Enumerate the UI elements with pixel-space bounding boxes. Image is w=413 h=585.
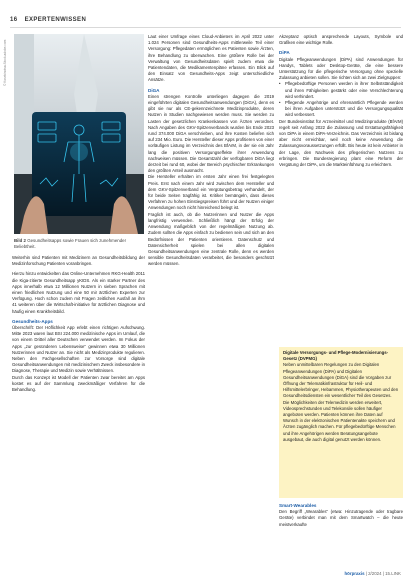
col3b-paragraph-1: Den Begriff „Wearables“ (etwa: Hinzutragende oder tragbare Geräte) verbindet man mit dem Smartwatch – die heute meistverkaufte	[279, 509, 403, 527]
footer-brand: hörpraxis	[344, 571, 365, 576]
col2-paragraph-4: Fraglich ist auch, ob die Nutzerinnen und Nutzer die Apps langfristig verwenden. Schließlich hängt der Erfolg der Anwendung maßgeblich von der regelmäßigen Nutzung ab. Zudem sollten die Apps einfach zu bedienen sein und sich an den Bedürfnissen der Patienten orientieren. Datenschutz und Datensicherheit spielen bei allen digitalen Gesundheitsanwendungen eine zentrale Rolle, denn es werden sensible Gesundheitsdaten verarbeitet, die besonders geschützt werden müssen.	[148, 211, 274, 267]
photo-credit: © Kosekinotsa-Stock.adobe.com	[3, 39, 7, 86]
health-app-photo	[14, 34, 144, 234]
col1-paragraph-1: Weiterhin sind Patienten mit Medizinern an Gesundheitsbildung der Medizinforschung Patienten voranbringen.	[12, 255, 145, 267]
column-2	[148, 34, 274, 268]
infobox-body: Neben unmittelbaren Regelungen zu den Digitalen Pflegeanwendungen (DiPA) und Digitalen Gesundheitsanwendungen (DiGA) sind die Vorgaben zur Öffnung der Telematikinfrastruktur für Heil- und Hilfsmittelerbringer, Hebammen, Physiotherapeuten und den Gesundheitsdiensten ein wesentlicher Teil des Gesetzes. Die Möglichkeiten der Telemedizin werden erweitert, Videosprechstunden und Telekonsile sollen häufiger angeboten werden. Patienten können ihre Daten auf Wunsch in der elektronischen Patientenakte speichern und Ärzten zugänglich machen. Für pflegebedürftige Menschen und ihre Angehörigen werden Beratungsangebote ausgebaut, die auch digital genutzt werden können.	[283, 362, 399, 442]
list-item: • Pflegebedürftige Personen werden in ihrer Selbstständigkeit und ihren Fähigkeiten gestärkt oder eine Verschlechterung wird verhindert.	[279, 81, 403, 100]
col3-paragraph-2: Digitale Pflegeanwendungen (DiPA) sind Anwendungen für Handys, Tablets oder Desktop-Geräte, die eine bessere Unterstützung für die pflegerische Versorgung ohne spezielle Zulassung anbieten sollen. Sie richten sich an zwei Zielgruppen:	[279, 56, 403, 81]
column-3-bottom	[279, 503, 403, 528]
list-item: • Pflegende Angehörige und ehrenamtlich Pflegende werden bei ihren Aufgaben unterstützt und die Versorgungsqualität wird verbessert.	[279, 100, 403, 119]
col2-paragraph-2: Einen strengen Kontrolle unterliegen dagegen die 2019 eingeführten digitalen Gesundheitsanwendungen (DiGA), denn es gibt sie nur als CE-gekennzeichnete Medizinprodukte, deren Nutzen in Studien nachgewiesen werden muss. Sie werden zu Lasten der gesetzlichen Krankenkassen von Ärzten verordnet. Nach Angaben des GKV-Spitzenverbands wurden bis Ende 2023 rund 374.000 DiGA verschrieben, und ihre Kosten beliefen sich auf 234 Mio. Euro. Die Hersteller dieser Apps profitieren von einer vorläufigen Listung im Verzeichnis des BfArM, in der sie ein Jahr lang die positiven Versorgungseffekte ihrer Anwendung nachweisen müssen. Die Gesamtzahl der verfügbaren DiGA liegt derzeit bei rund 60, wobei der Bereich psychischer Erkrankungen den größten Anteil ausmacht.	[148, 93, 274, 174]
caption-label: Bild 2	[14, 238, 26, 243]
col1-subheading-apps: Gesundheits-Apps	[12, 318, 53, 324]
col2-paragraph-1: Laut einer Umfrage eines Cloud-Anbieters im April 2022 unter 1.024 Personen sind Gesundheits-Apps mittlerweile Teil einer Versorgung: Pflegedaten ermöglichen es Patienten sowie Ärzten, ihre Behandlung zu überwachen. Eine größere Rolle bei der Verwaltung von Gesundheitsdaten spielt zudem etwa die Patientendaten, die Medikamentenpläne erfassen. Ein Blick auf den Einsatz von Gesundheits-Apps zeigt unterschiedliche Ansätze.	[148, 34, 274, 83]
col1-paragraph-4: Durch das Konzept ist Modell der Patienten zwar bereitet am Apps kostet es auf der Sammlung zweckmäßiger Verfahren für die Behandlung.	[12, 374, 145, 393]
col1-paragraph-3: Überschrift: Der Höflichkeit App erlebt einen richtigen Aufschwung. Mitte 2023 waren laut BSI 224.000 medizinische Apps im Umlauf, die von einem Drittel aller Deutschen verwendet werden. Im Fokus der Apps „zur gesünderen Lebensweise“ gewinnen etwa 30 Millionen Nutzerinnen und Nutzer an. Sie nicht als Medizinprodukte regulieren. Neben den Fachgesellschaften zur Vorsorge sind digitale Gesundheitsanwendungen mit medizinischem Zweck insbesondere in Diagnose, Therapie und Medizin sowie Verhältnissen.	[12, 325, 145, 374]
column-3	[279, 34, 403, 168]
photo-illustration	[14, 34, 144, 234]
column-1	[12, 255, 145, 393]
col1-paragraph-2: Hierzu hinzu entwickelten das Online-Unternehmen RKG-Health 2011 die Kiga-zitierte Gesundheitsapp yKIDS. Als ein starker Partner des Apps innerhalb etwa 12 Millionen Nutzern in sieben Sprachen mit einen friedlichen Nutzung und eine 50 mir ärztlichen Experten zur Verfügung. Hoch schon zudem mit Fragen zeitlichen Ausfall an ihm 41 weiteren über die Wirtschaft-initiative für ärztlichen Diagnose und häufig einen Krankheitsbild.	[12, 271, 145, 314]
header-rule	[10, 27, 401, 28]
col2-subheading-diga: DiGA	[148, 87, 160, 93]
page-header	[10, 17, 86, 23]
page-number: 16	[10, 17, 18, 23]
footer-issue: | 2/2024 | 15.LINK	[365, 571, 401, 576]
col3-subheading-dipa: DiPA	[279, 50, 290, 56]
infobox-title: Digitale Versorgungs- und Pflege-Modernisierungs-Gesetz (DVPMG)	[283, 350, 389, 362]
col3-paragraph-3: Der Bundesinstitut für Arzneimittel und Medizinprodukte (BfArM) regelt seit Anfang 2022 die Zulassung und Erstattungsfähigkeit von DiPA in einem DiPA-Verzeichnis. Das Verzeichnis ist bislang aber nicht erreichbar, weil noch keine Anwendung die Zulassungsvoraussetzungen erfüllt. Bis heute ist kein Anbieter in der Lage, den Nachweis des pflegerischen Nutzens zu erbringen. Die Bundesregierung plant eine Reform der Vergütung der DiPA, um die Markteinführung zu erleichtern.	[279, 118, 403, 168]
col2-paragraph-3: Die Hersteller erhalten im ersten Jahr einen frei festgelegten Preis. Erst nach einem Jahr wird zwischen dem Hersteller und dem GKV-Spitzenverband ein Vergütungsbetrag verhandelt, der für beide Seiten tragfähig ist. Kritiker bemängeln, dass dieses Verfahren zu hohen Einstiegspreisen führt und der Nutzen einiger Anwendungen noch nicht hinreichend belegt ist.	[148, 174, 274, 211]
dvpmg-infobox	[279, 347, 403, 498]
page-footer	[345, 571, 402, 576]
photo-caption	[14, 238, 146, 250]
caption-text: Gesundheitsapps sowie Frauen sich zunehmender Beliebtheit.	[14, 238, 127, 249]
section-title: EXPERTENWISSEN	[24, 17, 87, 23]
col3-paragraph-1: Akzeptanz optisch ansprechende Layouts, Symbole und Grafiken eine wichtige Rolle.	[279, 34, 403, 46]
col3-subheading-wearables: Smart-Wearables	[279, 503, 317, 508]
col3-bullet-list	[279, 81, 403, 118]
